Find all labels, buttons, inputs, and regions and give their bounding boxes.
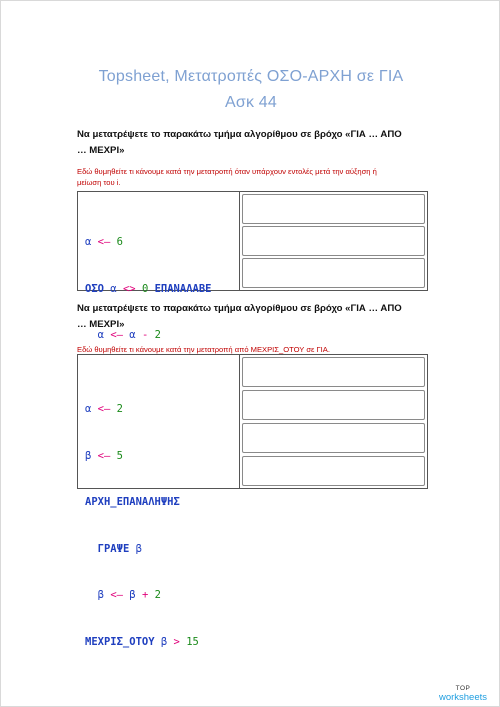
exercise2-answer-field-2[interactable] (242, 390, 425, 420)
page-subtitle: Ασκ 44 (225, 94, 277, 111)
exercise1-hint (77, 166, 433, 188)
page-title: Topsheet, Μετατροπές ΟΣΟ-ΑΡΧΗ σε ΓΙΑ (98, 68, 404, 85)
topworksheets-logo (433, 685, 493, 703)
exercise2-answer-field-3[interactable] (242, 423, 425, 453)
code-line: ΓΡΑΨΕ β (97, 542, 142, 555)
exercise1-question-line1: Να μετατρέψετε το παρακάτω τμήμα αλγορίθμου σε βρόχο «ΓΙΑ … ΑΠΟ (77, 129, 402, 140)
code-line: α <— 2 (85, 403, 123, 415)
logo-top-text: TOP (455, 685, 471, 692)
exercise1-answer-column (239, 192, 427, 290)
exercise2-box (77, 354, 428, 648)
exercise1-question-line2: … ΜΕΧΡΙ» (77, 145, 125, 156)
exercise2-hint-line1: Εδώ θυμηθείτε τι κάνουμε κατά την μετατροπή από ΜΕΧΡΙΣ_ΟΤΟΥ σε ΓΙΑ. (77, 345, 330, 354)
exercise2-code (85, 371, 199, 681)
code-line: α <— 6 (85, 236, 123, 248)
code-line: β <— 5 (85, 449, 123, 462)
exercise1-answer-field-2[interactable] (242, 226, 425, 256)
exercise2-question (77, 301, 433, 333)
exercise2-question-line2: … ΜΕΧΡΙ» (77, 319, 125, 330)
exercise2-question-line1: Να μετατρέψετε το παρακάτω τμήμα αλγορίθμου σε βρόχο «ΓΙΑ … ΑΠΟ (77, 303, 402, 314)
code-line: ΑΡΧΗ_ΕΠΑΝΑΛΗΨΗΣ (85, 496, 180, 508)
exercise1-answer-field-1[interactable] (242, 194, 425, 224)
exercise1-hint-line1: Εδώ θυμηθείτε τι κάνουμε κατά την μετατροπή όταν υπάρχουν εντολές μετά την αύξηση ή (77, 167, 377, 176)
code-line: α <— α - 2 (97, 329, 161, 341)
exercise2-answer-column (239, 355, 427, 488)
code-line: β <— β + 2 (97, 589, 161, 601)
exercise1-question (77, 127, 433, 159)
exercise1-hint-line2: μείωση του i. (77, 178, 121, 187)
exercise1-answer-field-3[interactable] (242, 258, 425, 288)
code-line: ΜΕΧΡΙΣ_ΟΤΟΥ β > 15 (85, 635, 199, 648)
exercise2-answer-field-1[interactable] (242, 357, 425, 387)
code-line: ΟΣΟ α <> 0 ΕΠΑΝΑΛΑΒΕ (85, 282, 212, 295)
exercise2-answer-field-4[interactable] (242, 456, 425, 486)
logo-bottom-text: worksheets (438, 692, 488, 703)
